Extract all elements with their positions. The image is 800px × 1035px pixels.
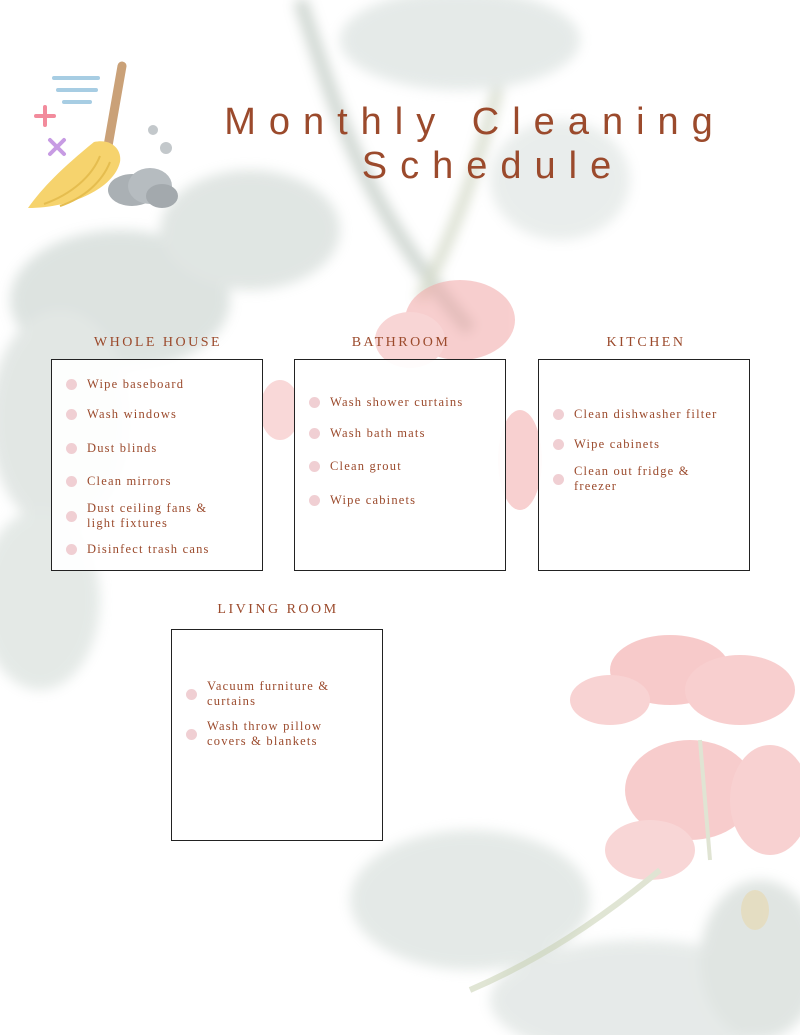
list-item: Wash throw pillow covers & blankets	[186, 719, 356, 749]
bullet-icon	[309, 495, 320, 506]
list-item: Wash shower curtains	[309, 395, 463, 410]
section-heading-bathroom: BATHROOM	[351, 335, 451, 350]
list-item: Disinfect trash cans	[66, 542, 210, 557]
list-item: Clean dishwasher filter	[553, 407, 718, 422]
list-item: Vacuum furniture & curtains	[186, 679, 356, 709]
section-box-living-room	[171, 629, 383, 841]
bullet-icon	[66, 511, 77, 522]
section-box-bathroom	[294, 359, 506, 571]
section-box-whole-house	[51, 359, 263, 571]
section-heading-kitchen: KITCHEN	[606, 335, 686, 350]
list-item: Wash windows	[66, 407, 177, 422]
list-item: Dust ceiling fans & light fixtures	[66, 501, 236, 531]
bullet-icon	[186, 729, 197, 740]
bullet-icon	[553, 409, 564, 420]
section-box-kitchen	[538, 359, 750, 571]
bullet-icon	[66, 544, 77, 555]
page-title	[150, 100, 800, 188]
title-line-1: Monthly Cleaning	[224, 101, 726, 143]
list-item: Wipe cabinets	[309, 493, 416, 508]
section-heading-living-room: LIVING ROOM	[217, 602, 339, 617]
bullet-icon	[553, 474, 564, 485]
bullet-icon	[66, 476, 77, 487]
bullet-icon	[309, 428, 320, 439]
bullet-icon	[66, 409, 77, 420]
bullet-icon	[186, 689, 197, 700]
section-heading-whole-house: WHOLE HOUSE	[93, 335, 223, 350]
title-line-2: Schedule	[361, 145, 625, 187]
list-item: Wipe cabinets	[553, 437, 660, 452]
list-item: Clean mirrors	[66, 474, 172, 489]
list-item: Clean grout	[309, 459, 402, 474]
bullet-icon	[66, 443, 77, 454]
bullet-icon	[66, 379, 77, 390]
bullet-icon	[553, 439, 564, 450]
list-item: Wash bath mats	[309, 426, 426, 441]
list-item: Wipe baseboard	[66, 377, 184, 392]
list-item: Dust blinds	[66, 441, 158, 456]
list-item: Clean out fridge & freezer	[553, 464, 713, 494]
bullet-icon	[309, 397, 320, 408]
bullet-icon	[309, 461, 320, 472]
